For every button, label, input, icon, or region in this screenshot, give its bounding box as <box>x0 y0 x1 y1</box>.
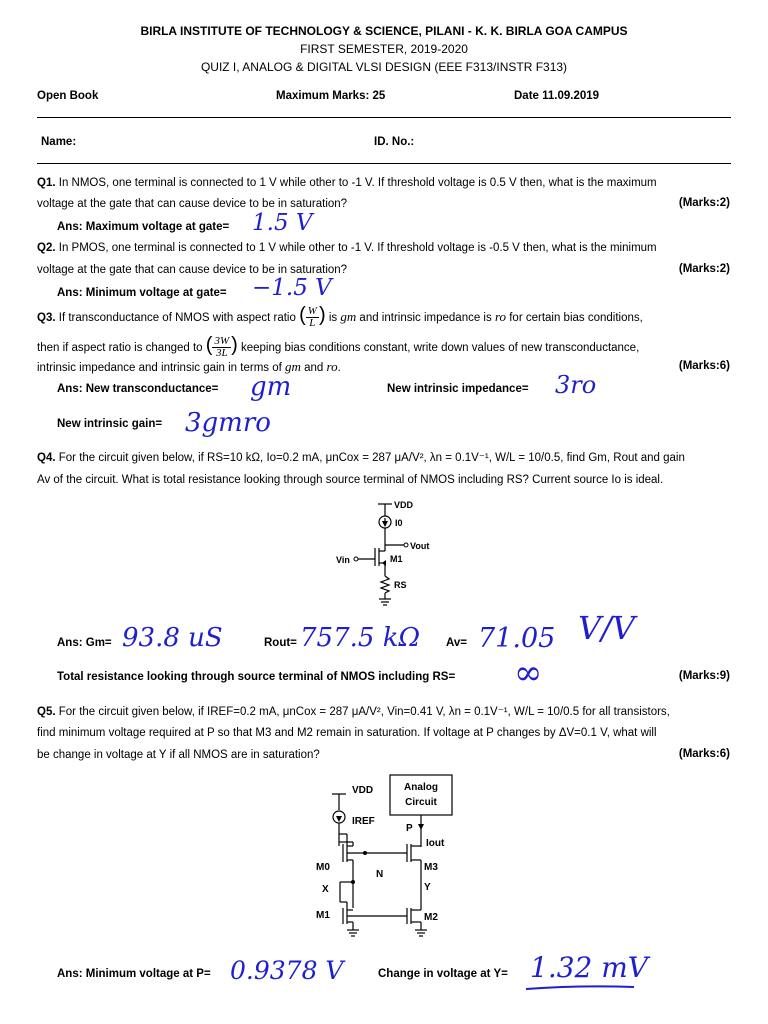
q4-rout-value: 757.5 kΩ <box>300 623 421 653</box>
q4-m1-label: M1 <box>390 554 403 564</box>
q5-circuit-label: Circuit <box>405 797 437 808</box>
q3-text-2a: then if aspect ratio is changed to <box>37 342 203 354</box>
q5-m3-label: M3 <box>424 862 438 873</box>
q3-text-2b: keeping bias conditions constant, write down values of new transconductance, <box>241 342 640 354</box>
q4-total-label: Total resistance looking through source terminal of NMOS including RS= <box>57 671 456 683</box>
q3-sym-gm: gm <box>340 309 357 324</box>
q2-text-1: In PMOS, one terminal is connected to 1 V while other to -1 V. If threshold voltage is -0.5 V then, what is the minimum <box>58 242 657 254</box>
q3-line3: intrinsic impedance and intrinsic gain in terms of gm and ro. <box>37 359 341 374</box>
q1-answer-value: 1.5 V <box>252 210 313 236</box>
q1-answer-label: Ans: Maximum voltage at gate= <box>57 221 230 233</box>
course-line: QUIZ I, ANALOG & DIGITAL VLSI DESIGN (EEE F313/INSTR F313) <box>200 60 568 74</box>
q3-sym-gm-2: gm <box>285 359 301 374</box>
q4-i0-label: I0 <box>395 518 403 528</box>
q2-number: Q2. <box>37 242 56 254</box>
q5-p-answer-value: 0.9378 V <box>230 956 344 985</box>
q3-line2: then if aspect ratio is changed to ( $\frac{3W}{3L}$ ) keeping bias conditions constant, write down values of new transconductance, <box>37 334 640 360</box>
q4-av-label: Av= <box>446 637 467 649</box>
q3-text-1a: If transconductance of NMOS with aspect ratio <box>58 312 296 324</box>
q3-ro-value: 3ro <box>555 371 597 399</box>
q1-text-1: In NMOS, one terminal is connected to 1 V while other to -1 V. If threshold voltage is 0.5 V then, what is the maximum <box>58 177 657 189</box>
q5-analog-label: Analog <box>404 782 438 793</box>
q3-ro-label: New intrinsic impedance= <box>387 383 529 395</box>
q2-answer-value: −1.5 V <box>252 275 332 301</box>
open-book-label: Open Book <box>37 90 99 102</box>
q3-sym-ro: ro <box>494 309 507 324</box>
q5-y-label: Y <box>424 882 431 893</box>
q4-marks: (Marks:9) <box>678 670 730 682</box>
q5-line3: be change in voltage at Y if all NMOS are in saturation? <box>37 749 320 761</box>
q5-m1-label: M1 <box>316 910 330 921</box>
q5-number: Q5. <box>37 706 56 718</box>
q5-line1 <box>37 705 670 719</box>
q3-gm-label: Ans: New transconductance= <box>57 383 219 395</box>
q4-vin-label: Vin <box>336 555 350 565</box>
q2-answer-label: Ans: Minimum voltage at gate= <box>57 287 227 299</box>
q4-gm-label: Ans: Gm= <box>57 637 112 649</box>
q3-gm-value: gm <box>250 372 292 402</box>
header-rule-bottom <box>37 163 731 164</box>
q4-av-unit: V/V <box>578 609 635 647</box>
q3-fraction-3w-3l: $\frac{3W}{3L}$ <box>214 335 230 360</box>
q4-current-arrow <box>382 521 388 527</box>
q1-line1 <box>37 176 657 190</box>
q5-p-answer-label: Ans: Minimum voltage at P= <box>57 968 211 980</box>
semester-line: FIRST SEMESTER, 2019-2020 <box>300 42 468 56</box>
q5-iref-label: IREF <box>352 816 375 827</box>
q5-m2-label: M2 <box>424 912 438 923</box>
q4-text-1: For the circuit given below, if RS=10 kΩ, Io=0.2 mA, μnCox = 287 μA/V², λn = 0.1V⁻¹, W/L = 10/0.5, find Gm, Rout and gain <box>58 452 685 464</box>
q1-marks: (Marks:2) <box>678 197 730 209</box>
q3-marks: (Marks:6) <box>678 360 730 372</box>
q3-text-1c: and intrinsic impedance is <box>359 312 492 324</box>
q3-gain-value: 3gmro <box>185 408 271 438</box>
q4-line1 <box>37 451 685 465</box>
q5-vdd-label: VDD <box>352 785 374 796</box>
institute-title: BIRLA INSTITUTE OF TECHNOLOGY & SCIENCE, PILANI - K. K. BIRLA GOA CAMPUS <box>140 24 628 38</box>
date-label: Date 11.09.2019 <box>514 90 600 102</box>
q3-line1: Q3. If transconductance of NMOS with aspect ratio ( $\frac{W}{L}$ ) is gm and intrinsic impedance is ro for certain bias conditions, <box>37 304 643 330</box>
q3-sym-ro-2: ro <box>326 359 338 374</box>
q1-number: Q1. <box>37 177 56 189</box>
q5-iout-label: Iout <box>426 838 445 849</box>
q5-circuit-diagram <box>310 772 460 944</box>
q4-number: Q4. <box>37 452 56 464</box>
q5-x-label: X <box>322 884 329 895</box>
q5-y-answer-label: Change in voltage at Y= <box>378 968 508 980</box>
q4-circuit-diagram <box>330 496 450 614</box>
q4-total-value: ∞ <box>514 653 543 693</box>
q4-vout-label: Vout <box>410 541 430 551</box>
q3-text-3a: intrinsic impedance and intrinsic gain in terms of <box>37 362 282 374</box>
q5-n-label: N <box>376 869 384 880</box>
q5-y-answer-value: 1.32 mV <box>530 951 649 984</box>
q4-vdd-label: VDD <box>394 500 414 510</box>
q3-fraction-w-l: $\frac{W}{L}$ <box>307 305 317 330</box>
q3-text-3b: and <box>304 362 324 374</box>
header-rule-top <box>37 117 731 118</box>
q2-line2: voltage at the gate that can cause device to be in saturation? <box>37 264 348 276</box>
q3-gain-label: New intrinsic gain= <box>57 418 163 430</box>
q3-number: Q3. <box>37 312 56 324</box>
q4-av-value: 71.05 <box>478 623 556 654</box>
q5-p-label: P <box>406 823 413 834</box>
q3-text-1b: is <box>328 312 338 324</box>
q5-marks: (Marks:6) <box>678 748 730 760</box>
name-label: Name: <box>41 136 77 148</box>
q2-marks: (Marks:2) <box>678 263 730 275</box>
q4-rs-label: RS <box>394 580 407 590</box>
q5-y-underline <box>524 984 636 992</box>
q2-line1 <box>37 241 657 255</box>
q3-text-1d: for certain bias conditions, <box>509 312 643 324</box>
q5-line2: find minimum voltage required at P so that M3 and M2 remain in saturation. If voltage at P changes by ΔV=0.1 V, what will <box>37 727 657 739</box>
q5-m0-label: M0 <box>316 862 330 873</box>
q4-rout-label: Rout= <box>264 637 297 649</box>
q4-gm-value: 93.8 uS <box>122 623 223 653</box>
q1-line2: voltage at the gate that can cause device to be in saturation? <box>37 198 348 210</box>
id-label: ID. No.: <box>374 136 415 148</box>
max-marks-label: Maximum Marks: 25 <box>276 90 386 102</box>
q5-text-1: For the circuit given below, if IREF=0.2 mA, μnCox = 287 μA/V², Vin=0.41 V, λn = 0.1V⁻¹, W/L = 10/0.5 for all transistors, <box>58 706 670 718</box>
q4-line2: Av of the circuit. What is total resistance looking through source terminal of NMOS including RS? Current source Io is ideal. <box>37 474 664 486</box>
